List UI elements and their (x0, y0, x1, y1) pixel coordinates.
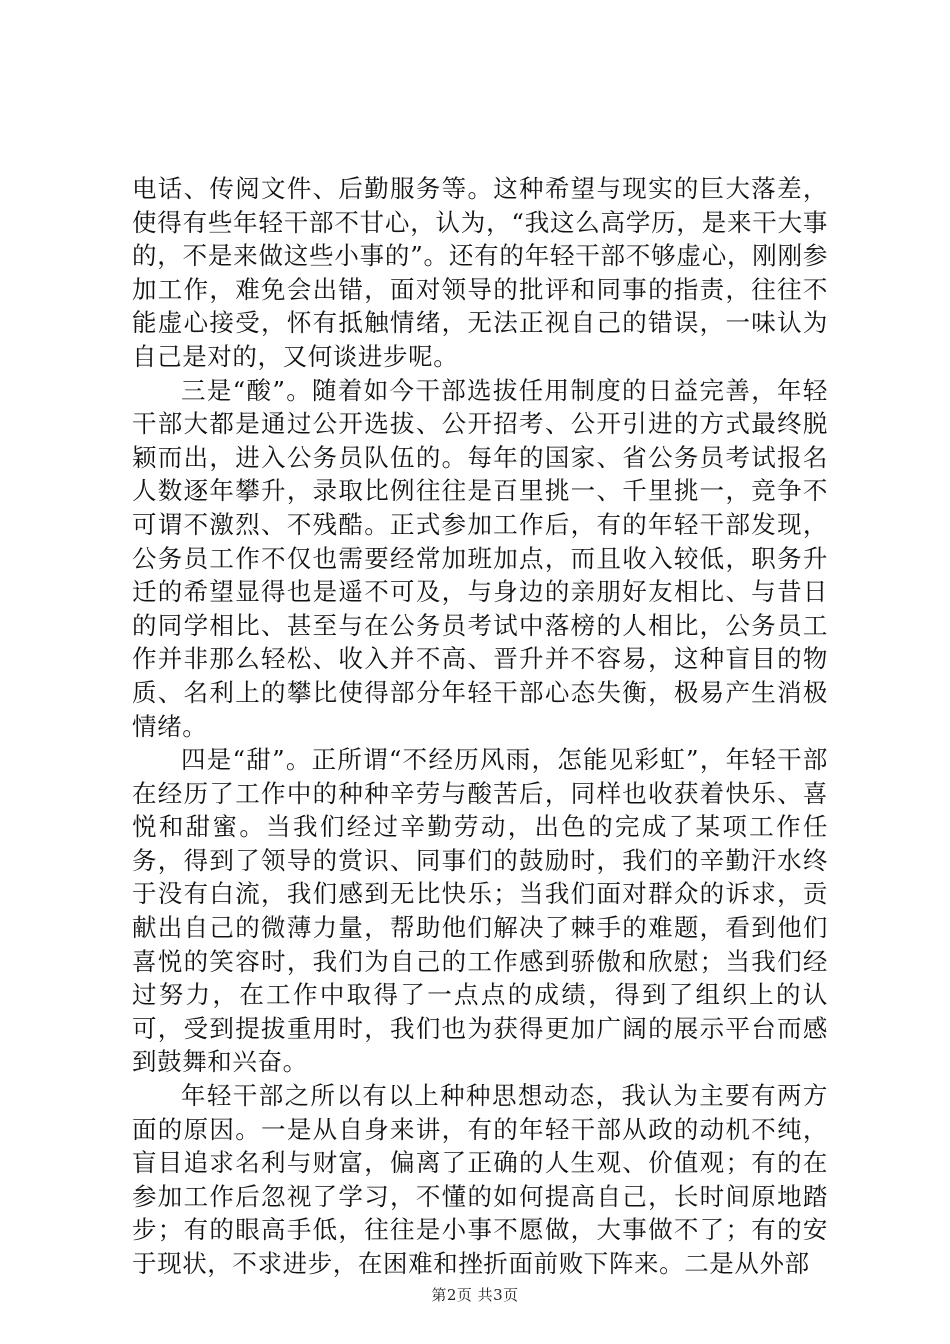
page-number-label: 第2页 共3页 (431, 1286, 519, 1304)
paragraph-continuation: 电话、传阅文件、后勤服务等。这种希望与现实的巨大落差，使得有些年轻干部不甘心，认为，“我这么高学历，是来干大事的，不是来做这些小事的”。还有的年轻干部不够虚心，刚刚参加工作，难免会出错，面对领导的批评和同事的指责，往往不能虚心接受，怀有抵触情绪，无法正视自己的错误，一味认为自己是对的，又何谈进步呢。 (132, 174, 828, 371)
paragraph-reasons: 年轻干部之所以有以上种种思想动态，我认为主要有两方面的原因。一是从自身来讲，有的年轻干部从政的动机不纯，盲目追求名利与财富，偏离了正确的人生观、价值观；有的在参加工作后忽视了学习，不懂的如何提高自己，长时间原地踏步；有的眼高手低，往往是小事不愿做，大事做不了；有的安于现状，不求进步，在困难和挫折面前败下阵来。二是从外部 (132, 1081, 828, 1278)
paragraph-sour: 三是“酸”。随着如今干部选拔任用制度的日益完善，年轻干部大都是通过公开选拔、公开招考、公开引进的方式最终脱颖而出，进入公务员队伍的。每年的国家、省公务员考试报名人数逐年攀升，录取比例往往是百里挑一、千里挑一，竞争不可谓不激烈、不残酷。正式参加工作后，有的年轻干部发现，公务员工作不仅也需要经常加班加点，而且收入较低，职务升迁的希望显得也是遥不可及，与身边的亲朋好友相比、与昔日的同学相比、甚至与在公务员考试中落榜的人相比，公务员工作并非那么轻松、收入并不高、晋升并不容易，这种盲目的物质、名利上的攀比使得部分年轻干部心态失衡，极易产生消极情绪。 (132, 375, 828, 741)
paragraph-sweet: 四是“甜”。正所谓“不经历风雨，怎能见彩虹”，年轻干部在经历了工作中的种种辛劳与酸苦后，同样也收获着快乐、喜悦和甜蜜。当我们经过辛勤劳动，出色的完成了某项工作任务，得到了领导的赏识、同事们的鼓励时，我们的辛勤汗水终于没有白流，我们感到无比快乐；当我们面对群众的诉求，贡献出自己的微薄力量，帮助他们解决了棘手的难题，看到他们喜悦的笑容时，我们为自己的工作感到骄傲和欣慰；当我们经过努力，在工作中取得了一点点的成绩，得到了组织上的认可，受到提拔重用时，我们也为获得更加广阔的展示平台而感到鼓舞和兴奋。 (132, 745, 828, 1077)
document-body (132, 172, 828, 1281)
page-footer (0, 1284, 950, 1305)
